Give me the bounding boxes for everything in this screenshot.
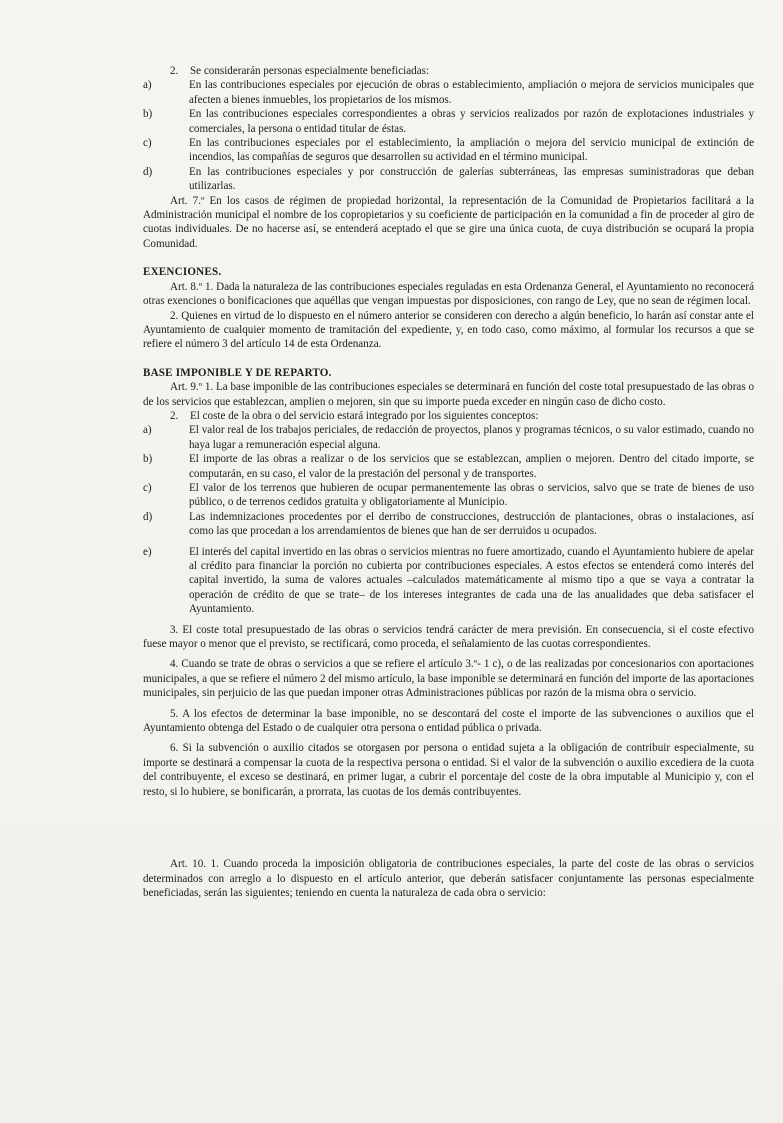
list-item: [143, 107, 754, 136]
item-text: El valor de los terrenos que hubieren de ocupar permanentemente las obras o servicios, salvo que se trate de bienes de uso público, o de terrenos cedidos gratuita y obligatoriamente al Municipio.: [189, 481, 754, 509]
base-imponible-heading: BASE IMPONIBLE Y DE REPARTO.: [143, 366, 332, 379]
item-text: Las indemnizaciones procedentes por el derribo de construcciones, destrucción de plantaciones, obras o instalaciones, así como las que procedan a los arrendamientos de bienes que han de ser derruidos u ocupados.: [189, 510, 754, 538]
list-item: [143, 510, 754, 539]
article-10-paragraph: Art. 10. 1. Cuando proceda la imposición obligatoria de contribuciones especiales, la parte del coste de las obras o servicios determinados con arreglo a lo dispuesto en el artículo anterior, que deberán satisfacer conjuntamente las personas especialmente beneficiadas, serán las siguientes; teniendo en cuenta la naturaleza de cada obra o servicio:: [143, 858, 754, 899]
list-item: [143, 78, 754, 107]
item-label: c): [143, 481, 152, 494]
article-9-paragraph-6: 6. Si la subvención o auxilio citados se otorgasen por persona o entidad sujeta a la obligación de contribuir especialmente, su importe se destinará a compensar la cuota de la respectiva persona o entidad. Si el valor de la subvención o auxilio excediera de la cuota del contribuyente, el exceso se destinará, en primer lugar, a cubrir el porcentaje del coste de la obra imputable al Municipio y, con el resto, si lo hubiere, se bonificarán, a prorrata, las cuotas de los demás contribuyentes.: [143, 742, 754, 798]
item-label: e): [143, 545, 152, 558]
item-text: El interés del capital invertido en las obras o servicios mientras no fuere amortizado, cuando el Ayuntamiento hubiere de apelar al crédito para financiar la porción no cubierta por contribuciones especiales. A estos efectos se entenderá como interés del capital invertido, la suma de valores actuales –calculados matemáticamente al mismo tipo a que se vaya a contratar la operación de crédito de que se trate– de los intereses integrantes de cada una de las anualidades que deba satisfacer el Ayuntamiento.: [189, 545, 754, 616]
item-text: En las contribuciones especiales y por construcción de galerías subterráneas, las empresas suministradoras que deban utilizarlas.: [189, 165, 754, 193]
article-8-paragraph-1: Art. 8.º 1. Dada la naturaleza de las contribuciones especiales reguladas en esta Ordenanza General, el Ayuntamiento no reconocerá otras exenciones o bonificaciones que aquéllas que vengan impuestas por disposiciones, con rango de Ley, que no sean de régimen local.: [143, 280, 754, 308]
item-text: En las contribuciones especiales correspondientes a obras y servicios realizados por razón de explotaciones industriales y comerciales, la persona o entidad titular de éstas.: [189, 108, 754, 135]
beneficiaries-list: [143, 78, 754, 193]
article-8-paragraph-2: 2. Quienes en virtud de lo dispuesto en el número anterior se consideren con derecho a algún beneficio, lo harán así constar ante el Ayuntamiento de cualquier momento de tramitación del expediente, y, en todo caso, como máximo, al formular los recursos a que se refiere el número 3 del artículo 14 de esta Ordenanza.: [143, 309, 754, 351]
item-text: En las contribuciones especiales por el establecimiento, la ampliación o mejora del servicio municipal de extinción de incendios, las compañías de seguros que desarrollen su actividad en el término municipal.: [189, 137, 754, 164]
item-label: b): [143, 453, 153, 466]
item-label: a): [143, 79, 152, 92]
article-9-paragraph-5: 5. A los efectos de determinar la base imponible, no se descontará del coste el importe de las subvenciones o auxilios que el Ayuntamiento obtenga del Estado o de cualquier otra persona o entidad pública o privada.: [143, 707, 754, 735]
intro-paragraph: [143, 64, 754, 78]
item-label: b): [143, 108, 153, 121]
paragraph-number: 2.: [170, 409, 179, 422]
list-item: [143, 452, 754, 481]
list-item: [143, 423, 754, 452]
article-9-paragraph-4: 4. Cuando se trate de obras o servicios a que se refiere el artículo 3.º- 1 c), o de las realizadas por concesionarios con aportaciones municipales, a que se refiere el número 2 del mismo artículo, la base imponible se determinará en función del importe de las aportaciones municipales, sin perjuicio de las que puedan imponer otras Administraciones públicas por razón de la misma obra o servicio.: [143, 658, 754, 700]
item-text: El importe de las obras a realizar o de los servicios que se establezcan, amplien o mejoren. Dentro del citado importe, se computarán, en su caso, el valor de la prestación del personal y de transportes.: [189, 453, 754, 480]
item-label: c): [143, 137, 152, 150]
item-label: a): [143, 424, 152, 437]
article-9-paragraph-1: Art. 9.º 1. La base imponible de las contribuciones especiales se determinará en función del coste total presupuestado de las obras o de los servicios que establezcan, amplien o mejoren, sin que su importe pueda exceder en ningún caso de dicho costo.: [143, 381, 754, 408]
intro-number: 2.: [170, 65, 179, 77]
cost-concepts-list: [143, 423, 754, 616]
article-7-paragraph: Art. 7.º En los casos de régimen de propiedad horizontal, la representación de la Comunidad de Propietarios facilitará a la Administración municipal el nombre de los copropietarios y su coeficiente de participación en la comunidad a fin de proceder al giro de cuotas individuales. De no hacerse así, se entenderá aceptado el que se gire una única cuota, de cuya distribución se ocupará la propia Comunidad.: [143, 194, 754, 250]
exenciones-heading: EXENCIONES.: [143, 266, 222, 279]
list-item: [143, 545, 754, 617]
paragraph-text: El coste de la obra o del servicio estará integrado por los siguientes conceptos:: [190, 409, 539, 422]
page-content: [143, 64, 754, 900]
item-text: El valor real de los trabajos periciales, de redacción de proyectos, planos y programas técnicos, o su valor estimado, cuando no haya lugar a remuneración especial alguna.: [189, 424, 754, 451]
article-9-paragraph-2: [143, 409, 754, 423]
list-item: [143, 481, 754, 510]
intro-text: Se considerarán personas especialmente beneficiadas:: [190, 65, 430, 77]
item-label: d): [143, 165, 153, 178]
list-item: [143, 165, 754, 194]
list-item: [143, 136, 754, 165]
article-9-paragraph-3: 3. El coste total presupuestado de las obras o servicios tendrá carácter de mera previsión. En consecuencia, si el coste efectivo fuese mayor o menor que el previsto, se rectificará, como proceda, el señalamiento de las cuotas correspondientes.: [143, 623, 754, 651]
item-label: d): [143, 510, 153, 523]
item-text: En las contribuciones especiales por ejecución de obras o establecimiento, ampliación o mejora de servicios municipales que afecten a bienes inmuebles, los propietarios de los mismos.: [189, 79, 754, 106]
